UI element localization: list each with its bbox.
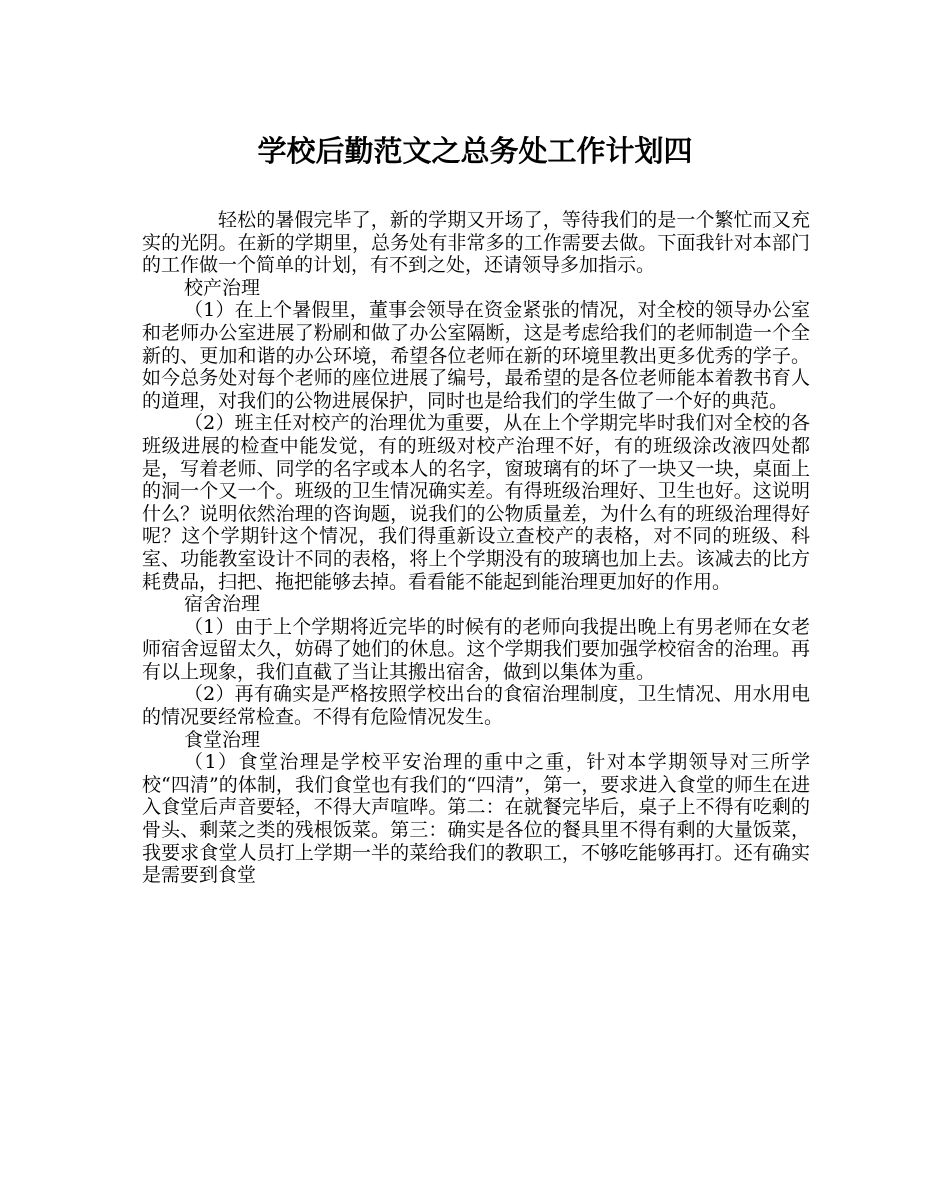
section-heading-dormitory: 宿舍治理 xyxy=(184,593,261,616)
document-title: 学校后勤范文之总务处工作计划四 xyxy=(257,134,693,168)
section-heading-canteen: 食堂治理 xyxy=(184,728,261,751)
paragraph-dormitory-1: （1）由于上个学期将近完毕的时候有的老师向我提出晚上有男老师在女老师宿舍逗留太久，妨碍了她们的休息。这个学期我们要加强学校宿舍的治理。再有以上现象，我们直截了当让其搬出宿舍，做到以集体为重。 xyxy=(142,615,810,683)
section-heading-campus-property: 校产治理 xyxy=(184,276,261,299)
intro-paragraph: 轻松的暑假完毕了，新的学期又开场了，等待我们的是一个繁忙而又充实的光阴。在新的学期里，总务处有非常多的工作需要去做。下面我针对本部门的工作做一个简单的计划，有不到之处，还请领导多加指示。 xyxy=(142,209,810,277)
paragraph-dormitory-2: （2）再有确实是严格按照学校出台的食宿治理制度，卫生情况、用水用电的情况要经常检查。不得有危险情况发生。 xyxy=(142,683,810,729)
paragraph-campus-property-2: （2）班主任对校产的治理优为重要，从在上个学期完毕时我们对全校的各班级进展的检查中能发觉，有的班级对校产治理不好，有的班级涂改液四处都是，写着老师、同学的名字或本人的名字，窗玻璃有的坏了一块又一块，桌面上的洞一个又一个。班级的卫生情况确实差。有得班级治理好、卫生也好。这说明什么？说明依然治理的咨询题，说我们的公物质量差，为什么有的班级治理得好呢？这个学期针这个情况，我们得重新设立查校产的表格，对不同的班级、科室、功能教室设计不同的表格，将上个学期没有的玻璃也加上去。该减去的比方耗费品，扫把、拖把能够去掉。看看能不能起到能治理更加好的作用。 xyxy=(142,412,810,593)
paragraph-canteen-1: （1）食堂治理是学校平安治理的重中之重，针对本学期领导对三所学校“四清”的体制，我们食堂也有我们的“四清”，第一，要求进入食堂的师生在进入食堂后声音要轻，不得大声喧哗。第二：在就餐完毕后，桌子上不得有吃剩的骨头、剩菜之类的残根饭菜。第三：确实是各位的餐具里不得有剩的大量饭菜，我要求食堂人员打上学期一半的菜给我们的教职工，不够吃能够再打。还有确实是需要到食堂 xyxy=(142,751,810,887)
document-body xyxy=(142,209,810,887)
paragraph-campus-property-1: （1）在上个暑假里，董事会领导在资金紧张的情况，对全校的领导办公室和老师办公室进展了粉刷和做了办公室隔断，这是考虑给我们的老师制造一个全新的、更加和谐的办公环境，希望各位老师在新的环境里教出更多优秀的学子。如今总务处对每个老师的座位进展了编号，最希望的是各位老师能本着教书育人的道理，对我们的公物进展保护，同时也是给我们的学生做了一个好的典范。 xyxy=(142,299,810,412)
